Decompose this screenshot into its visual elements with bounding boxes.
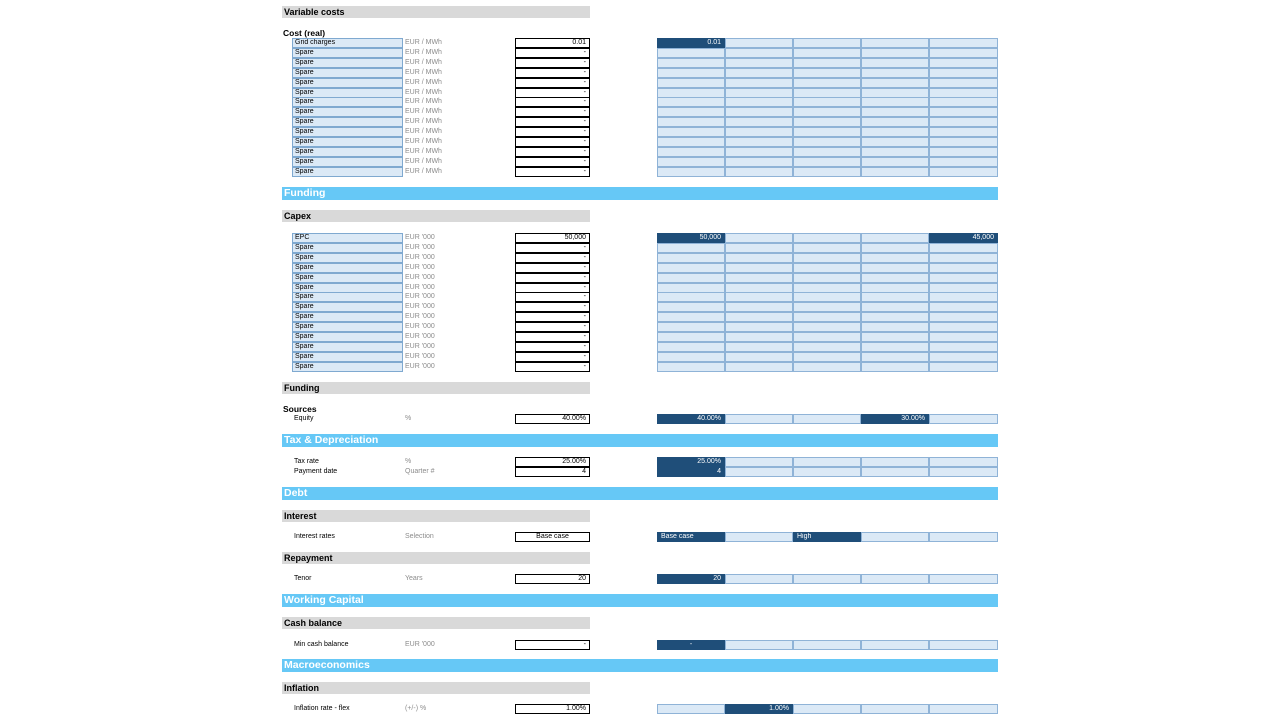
timeline-cell[interactable]	[657, 332, 725, 342]
row-unit: EUR '000	[405, 234, 435, 241]
row-unit: EUR / MWh	[405, 58, 442, 66]
timeline-cell[interactable]: Base case	[657, 532, 725, 542]
timeline-cell[interactable]	[861, 362, 929, 372]
timeline-cell[interactable]	[657, 157, 725, 167]
timeline-cell[interactable]	[793, 58, 861, 68]
input-value[interactable]: -	[515, 332, 590, 342]
timeline-cell[interactable]	[725, 58, 793, 68]
timeline-cell[interactable]	[929, 97, 998, 107]
input-value[interactable]: -	[515, 88, 590, 98]
timeline-cell[interactable]	[929, 414, 998, 424]
timeline-cell[interactable]	[657, 167, 725, 177]
row-label: Spare	[292, 302, 403, 312]
timeline-cell[interactable]	[725, 253, 793, 263]
row-unit: Selection	[405, 533, 434, 540]
row-label: Inflation rate - flex	[294, 705, 350, 712]
timeline-cell[interactable]	[929, 78, 998, 88]
input-value[interactable]: -	[515, 68, 590, 78]
timeline-cell[interactable]	[793, 342, 861, 352]
timeline-cell[interactable]	[793, 467, 861, 477]
row-label: Equity	[294, 415, 314, 422]
timeline-cell[interactable]	[725, 263, 793, 273]
timeline-cell[interactable]	[793, 283, 861, 293]
row-unit: %	[405, 458, 412, 465]
timeline-cell[interactable]	[929, 302, 998, 312]
timeline-cell[interactable]	[861, 283, 929, 293]
timeline-cell[interactable]	[793, 704, 861, 714]
timeline-cell[interactable]	[725, 243, 793, 253]
timeline-cell[interactable]	[929, 640, 998, 650]
timeline-cell[interactable]	[793, 137, 861, 147]
row-label: Min cash balance	[294, 641, 349, 648]
timeline-cell[interactable]	[725, 532, 793, 542]
timeline-cell[interactable]	[929, 332, 998, 342]
timeline-cell[interactable]	[657, 312, 725, 322]
row-label: Spare	[292, 253, 403, 263]
timeline-cell[interactable]	[793, 352, 861, 362]
row-unit: EUR '000	[405, 243, 435, 251]
timeline-cell[interactable]	[793, 574, 861, 584]
row-label: Spare	[292, 342, 403, 352]
input-value[interactable]: -	[515, 640, 590, 650]
timeline-cell[interactable]	[861, 292, 929, 302]
group-label-sources: Sources	[283, 404, 317, 414]
timeline-cell[interactable]	[725, 78, 793, 88]
timeline-cell[interactable]	[929, 352, 998, 362]
row-unit: EUR / MWh	[405, 128, 442, 136]
timeline-cell[interactable]	[793, 273, 861, 283]
row-label: Payment date	[294, 468, 338, 475]
timeline-cell[interactable]	[929, 157, 998, 167]
row-label: Spare	[292, 88, 403, 98]
row-label: Spare	[292, 58, 403, 68]
timeline-cell[interactable]	[725, 302, 793, 312]
timeline-cell[interactable]	[657, 48, 725, 58]
input-value[interactable]: 25.00%	[515, 457, 590, 467]
timeline-cell[interactable]	[725, 414, 793, 424]
row-label: Spare	[292, 157, 403, 167]
timeline-cell[interactable]	[929, 58, 998, 68]
input-value[interactable]: -	[515, 58, 590, 68]
timeline-cell[interactable]	[657, 283, 725, 293]
row-unit: EUR / MWh	[405, 147, 442, 155]
timeline-cell[interactable]	[861, 243, 929, 253]
timeline-cell[interactable]	[793, 38, 861, 48]
row-label: Spare	[292, 322, 403, 332]
timeline-cell[interactable]	[657, 127, 725, 137]
timeline-cell[interactable]	[725, 273, 793, 283]
timeline-cell[interactable]	[929, 253, 998, 263]
row-unit: EUR '000	[405, 273, 435, 281]
input-value[interactable]: -	[515, 312, 590, 322]
timeline-cell[interactable]	[861, 704, 929, 714]
input-value[interactable]: 0.01	[515, 38, 590, 48]
timeline-cell[interactable]	[929, 574, 998, 584]
row-label: Spare	[292, 147, 403, 157]
row-unit: EUR / MWh	[405, 78, 442, 86]
input-value[interactable]: -	[515, 48, 590, 58]
timeline-cell[interactable]	[929, 342, 998, 352]
timeline-cell[interactable]	[929, 532, 998, 542]
timeline-cell[interactable]	[861, 352, 929, 362]
row-unit: EUR / MWh	[405, 118, 442, 126]
input-value[interactable]: -	[515, 117, 590, 127]
timeline-cell[interactable]	[929, 273, 998, 283]
row-label: Spare	[292, 332, 403, 342]
timeline-cell[interactable]	[725, 362, 793, 372]
row-label: Spare	[292, 107, 403, 117]
timeline-cell[interactable]	[657, 302, 725, 312]
input-value[interactable]: -	[515, 362, 590, 372]
section-band-macroeconomics: Macroeconomics	[282, 659, 998, 672]
timeline-cell[interactable]: 25.00%	[657, 457, 725, 467]
timeline-cell[interactable]	[861, 88, 929, 98]
timeline-cell[interactable]	[725, 137, 793, 147]
timeline-cell[interactable]	[657, 342, 725, 352]
subheader-funding: Funding	[282, 382, 590, 394]
row-unit: EUR '000	[405, 303, 435, 311]
timeline-cell[interactable]	[657, 147, 725, 157]
row-label: Spare	[292, 68, 403, 78]
row-unit: EUR '000	[405, 352, 435, 360]
timeline-cell[interactable]	[793, 414, 861, 424]
timeline-cell[interactable]	[725, 97, 793, 107]
timeline-cell[interactable]	[861, 457, 929, 467]
input-value[interactable]: -	[515, 352, 590, 362]
timeline-cell[interactable]	[793, 157, 861, 167]
input-value[interactable]: -	[515, 263, 590, 273]
timeline-cell[interactable]	[861, 532, 929, 542]
row-unit: EUR / MWh	[405, 157, 442, 165]
row-label: EPC	[292, 233, 403, 243]
input-value[interactable]: -	[515, 243, 590, 253]
row-unit: EUR '000	[405, 263, 435, 271]
timeline-cell[interactable]	[657, 273, 725, 283]
timeline-cell[interactable]	[725, 38, 793, 48]
timeline-cell[interactable]	[929, 127, 998, 137]
timeline-cell[interactable]	[861, 253, 929, 263]
timeline-cell[interactable]: 4	[657, 467, 725, 477]
timeline-cell[interactable]	[793, 322, 861, 332]
timeline-cell[interactable]	[725, 322, 793, 332]
section-title-variable-costs: Variable costs	[282, 6, 590, 18]
row-label: Spare	[292, 362, 403, 372]
timeline-cell[interactable]	[929, 322, 998, 332]
timeline-cell[interactable]: High	[793, 532, 861, 542]
row-unit: EUR / MWh	[405, 48, 442, 56]
row-label: Spare	[292, 263, 403, 273]
timeline-cell[interactable]	[657, 68, 725, 78]
input-value[interactable]: -	[515, 283, 590, 293]
timeline-cell[interactable]	[793, 78, 861, 88]
timeline-cell[interactable]	[793, 362, 861, 372]
row-label: Spare	[292, 97, 403, 107]
timeline-cell[interactable]	[657, 292, 725, 302]
timeline-cell[interactable]	[861, 342, 929, 352]
timeline-cell[interactable]	[725, 157, 793, 167]
input-value[interactable]: -	[515, 127, 590, 137]
timeline-cell[interactable]	[861, 332, 929, 342]
row-unit: EUR / MWh	[405, 138, 442, 145]
timeline-cell[interactable]	[929, 107, 998, 117]
timeline-cell[interactable]	[657, 263, 725, 273]
timeline-cell[interactable]	[725, 640, 793, 650]
timeline-cell[interactable]	[861, 127, 929, 137]
timeline-cell[interactable]: 40.00%	[657, 414, 725, 424]
row-unit: EUR '000	[405, 283, 435, 291]
row-unit: Quarter #	[405, 468, 435, 475]
timeline-cell[interactable]	[793, 302, 861, 312]
row-label: Spare	[292, 137, 403, 147]
timeline-cell[interactable]	[725, 107, 793, 117]
timeline-cell[interactable]	[861, 97, 929, 107]
row-unit: EUR '000	[405, 362, 435, 370]
timeline-cell[interactable]	[929, 68, 998, 78]
timeline-cell[interactable]	[929, 362, 998, 372]
timeline-cell[interactable]	[793, 97, 861, 107]
timeline-cell[interactable]	[657, 362, 725, 372]
subheader-repayment: Repayment	[282, 552, 590, 564]
timeline-cell[interactable]	[929, 243, 998, 253]
timeline-cell[interactable]	[861, 107, 929, 117]
row-unit: EUR '000	[405, 253, 435, 261]
row-label: Tax rate	[294, 458, 319, 465]
timeline-cell[interactable]	[793, 68, 861, 78]
input-value[interactable]: -	[515, 302, 590, 312]
row-unit: EUR '000	[405, 313, 435, 321]
timeline-cell[interactable]	[793, 253, 861, 263]
timeline-cell[interactable]	[725, 574, 793, 584]
row-label: Spare	[292, 273, 403, 283]
subheader-inflation: Inflation	[282, 682, 590, 694]
timeline-cell[interactable]	[725, 167, 793, 177]
input-value[interactable]: 50,000	[515, 233, 590, 243]
timeline-cell[interactable]	[861, 302, 929, 312]
timeline-cell[interactable]	[657, 97, 725, 107]
input-value[interactable]: 20	[515, 574, 590, 584]
row-label: Spare	[292, 127, 403, 137]
timeline-cell[interactable]	[861, 137, 929, 147]
section-band-tax-depreciation: Tax & Depreciation	[282, 434, 998, 447]
section-band-debt: Debt	[282, 487, 998, 500]
timeline-cell[interactable]: 20	[657, 574, 725, 584]
timeline-cell[interactable]	[861, 147, 929, 157]
timeline-cell[interactable]	[861, 273, 929, 283]
timeline-cell[interactable]	[793, 117, 861, 127]
row-unit: EUR / MWh	[405, 68, 442, 76]
input-value[interactable]: -	[515, 97, 590, 107]
subheader-interest: Interest	[282, 510, 590, 522]
timeline-cell[interactable]	[793, 233, 861, 243]
row-unit: EUR '000	[405, 323, 435, 331]
timeline-cell[interactable]	[793, 243, 861, 253]
timeline-cell[interactable]: 0.01	[657, 38, 725, 48]
timeline-cell[interactable]	[793, 147, 861, 157]
timeline-cell[interactable]	[929, 167, 998, 177]
row-label: Interest rates	[294, 533, 335, 540]
row-unit: EUR / MWh	[405, 39, 442, 46]
timeline-cell[interactable]	[725, 233, 793, 243]
input-value[interactable]: 4	[515, 467, 590, 477]
timeline-cell[interactable]	[725, 292, 793, 302]
timeline-cell[interactable]	[725, 457, 793, 467]
timeline-cell[interactable]	[861, 312, 929, 322]
timeline-cell[interactable]	[657, 78, 725, 88]
row-label: Spare	[292, 117, 403, 127]
input-value[interactable]: -	[515, 137, 590, 147]
timeline-cell[interactable]	[725, 467, 793, 477]
row-unit: EUR '000	[405, 641, 435, 648]
timeline-cell[interactable]	[657, 704, 725, 714]
timeline-cell[interactable]	[929, 292, 998, 302]
timeline-cell[interactable]	[657, 322, 725, 332]
section-band-funding: Funding	[282, 187, 998, 200]
row-label: Spare	[292, 78, 403, 88]
timeline-cell[interactable]	[861, 117, 929, 127]
timeline-cell[interactable]: 1.00%	[725, 704, 793, 714]
input-value[interactable]: -	[515, 157, 590, 167]
timeline-cell[interactable]	[929, 283, 998, 293]
timeline-cell[interactable]	[793, 48, 861, 58]
input-value[interactable]: -	[515, 273, 590, 283]
timeline-cell[interactable]	[793, 312, 861, 322]
timeline-cell[interactable]	[861, 78, 929, 88]
timeline-cell[interactable]	[861, 233, 929, 243]
timeline-cell[interactable]	[929, 457, 998, 467]
timeline-cell[interactable]	[929, 467, 998, 477]
timeline-cell[interactable]	[861, 157, 929, 167]
timeline-cell[interactable]	[725, 352, 793, 362]
timeline-cell[interactable]	[861, 263, 929, 273]
row-unit: EUR / MWh	[405, 98, 442, 106]
row-label: Grid charges	[292, 38, 403, 48]
row-unit: (+/-) %	[405, 705, 427, 712]
timeline-cell[interactable]: 30.00%	[861, 414, 929, 424]
timeline-cell[interactable]: -	[657, 640, 725, 650]
timeline-cell[interactable]	[657, 137, 725, 147]
row-label: Spare	[292, 292, 403, 302]
row-unit: EUR / MWh	[405, 88, 442, 96]
input-value[interactable]: -	[515, 147, 590, 157]
timeline-cell[interactable]	[861, 574, 929, 584]
input-value[interactable]: -	[515, 342, 590, 352]
timeline-cell[interactable]	[725, 312, 793, 322]
timeline-cell[interactable]	[725, 283, 793, 293]
row-label: Spare	[292, 352, 403, 362]
input-value[interactable]: -	[515, 167, 590, 177]
timeline-cell[interactable]	[793, 107, 861, 117]
timeline-cell[interactable]	[861, 467, 929, 477]
input-value[interactable]: -	[515, 78, 590, 88]
timeline-cell[interactable]	[929, 147, 998, 157]
timeline-cell[interactable]	[793, 127, 861, 137]
timeline-cell[interactable]	[793, 263, 861, 273]
timeline-cell[interactable]	[861, 640, 929, 650]
row-unit: EUR '000	[405, 293, 435, 301]
timeline-cell[interactable]	[793, 167, 861, 177]
input-value[interactable]: -	[515, 253, 590, 263]
timeline-cell[interactable]	[793, 640, 861, 650]
timeline-cell[interactable]: 50,000	[657, 233, 725, 243]
timeline-cell[interactable]	[793, 292, 861, 302]
row-label: Spare	[292, 48, 403, 58]
timeline-cell[interactable]	[657, 88, 725, 98]
timeline-cell[interactable]	[657, 117, 725, 127]
subheader-cash-balance: Cash balance	[282, 617, 590, 629]
timeline-cell[interactable]	[929, 38, 998, 48]
timeline-cell[interactable]	[861, 58, 929, 68]
row-label: Spare	[292, 243, 403, 253]
timeline-cell[interactable]	[725, 48, 793, 58]
timeline-cell[interactable]	[861, 38, 929, 48]
section-band-working-capital: Working Capital	[282, 594, 998, 607]
row-unit: EUR '000	[405, 333, 435, 340]
timeline-cell[interactable]	[725, 88, 793, 98]
timeline-cell[interactable]	[793, 332, 861, 342]
timeline-cell[interactable]	[657, 352, 725, 362]
subheader-capex: Capex	[282, 210, 590, 222]
timeline-cell[interactable]	[725, 117, 793, 127]
row-label: Spare	[292, 283, 403, 293]
timeline-cell[interactable]	[929, 117, 998, 127]
row-unit: EUR '000	[405, 342, 435, 350]
timeline-cell[interactable]	[793, 457, 861, 467]
timeline-cell[interactable]	[725, 342, 793, 352]
timeline-cell[interactable]	[725, 332, 793, 342]
timeline-cell[interactable]	[929, 48, 998, 58]
timeline-cell[interactable]	[929, 263, 998, 273]
row-unit: EUR / MWh	[405, 167, 442, 175]
input-value[interactable]: -	[515, 292, 590, 302]
timeline-cell[interactable]	[657, 58, 725, 68]
timeline-cell[interactable]	[929, 704, 998, 714]
timeline-cell[interactable]	[929, 312, 998, 322]
timeline-cell[interactable]	[657, 253, 725, 263]
timeline-cell[interactable]	[929, 88, 998, 98]
timeline-cell[interactable]	[861, 68, 929, 78]
timeline-cell[interactable]	[929, 137, 998, 147]
row-unit: %	[405, 415, 412, 422]
input-value[interactable]: -	[515, 107, 590, 117]
row-label: Spare	[292, 312, 403, 322]
timeline-cell[interactable]	[725, 127, 793, 137]
row-label: Tenor	[294, 575, 312, 582]
input-value[interactable]: 1.00%	[515, 704, 590, 714]
input-value[interactable]: Base case	[515, 532, 590, 542]
group-label-cost-real: Cost (real)	[283, 28, 326, 38]
timeline-cell[interactable]	[657, 107, 725, 117]
timeline-cell[interactable]	[657, 243, 725, 253]
input-value[interactable]: -	[515, 322, 590, 332]
timeline-cell[interactable]	[725, 68, 793, 78]
timeline-cell[interactable]	[861, 48, 929, 58]
input-value[interactable]: 40.00%	[515, 414, 590, 424]
row-unit: Years	[405, 575, 423, 582]
timeline-cell[interactable]	[861, 167, 929, 177]
timeline-cell[interactable]: 45,000	[929, 233, 998, 243]
row-label: Spare	[292, 167, 403, 177]
timeline-cell[interactable]	[861, 322, 929, 332]
row-unit: EUR / MWh	[405, 108, 442, 116]
timeline-cell[interactable]	[725, 147, 793, 157]
timeline-cell[interactable]	[793, 88, 861, 98]
